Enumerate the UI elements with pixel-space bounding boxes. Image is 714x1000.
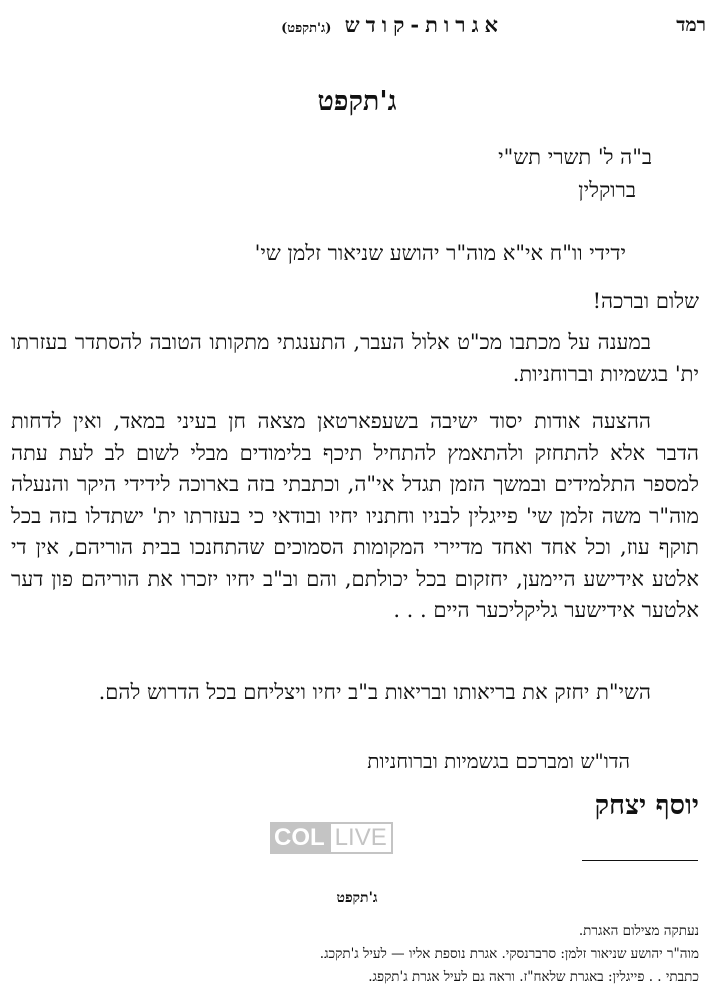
paragraph-text: במענה על מכתבו מכ"ט אלול העבר, התענגתי מתקותו הטובה להסתדר בעזרתו ית' בגשמיות וברוחניות. — [11, 330, 699, 386]
book-title: אגרות-קודש — [344, 12, 504, 37]
body-paragraph-3 — [11, 677, 699, 709]
paragraph-text: ההצעה אודות יסוד ישיבה בשעפארטאן מצאה חן בעיני במאד, ואין לדחות הדבר אלא להתחזק ולהתאמץ להתחיל תיכף בלימודים מבלי לשום לב לעת עתה למספר התלמידים ובמשך הזמן תגדל אי"ה, וכתבתי בזה בארוכה לידידי היקר והנעלה מוה"ר משה זלמן שי' פייגלין לבניו וחתניו יחיו ובודאי כי בעזרתו ית' ישתדלו בזה בכל תוקף עוז, וכל אחד ואחד מדיירי המקומות הסמוכים שהתחנכו בבית הוריהם, אין די אלטע אידישע היימען, יחזקום בכל יכולתם, והם וב"ב יחיו יזכרו את הוריהם פון דער אלטער אידישער גליקליכער היים . . . — [11, 409, 699, 622]
body-paragraph-2 — [11, 406, 699, 627]
addressee-line: ידידי וו"ח אי"א מוה"ר יהושע שניאור זלמן שי' — [254, 241, 626, 265]
page-number: רמד — [676, 14, 706, 36]
footnote-line: כתבתי . . פייגלין: באגרת שלאח"ז. וראה גם לעיל אגרת ג'תקפג. — [368, 969, 699, 985]
footnote-line: מוה"ר יהושע שניאור זלמן: סרברנסקי. אגרת נוספת אליו — לעיל ג'תקכג. — [319, 946, 699, 962]
watermark-logo — [270, 822, 398, 854]
place-line: ברוקלין — [578, 178, 636, 202]
book-title-letter-ref: (ג'תקפט) — [281, 21, 332, 36]
footnote-line: נעתקה מצילום האגרת. — [578, 923, 699, 939]
date-line: ב"ה ל' תשרי תש"י — [498, 145, 652, 169]
watermark-part-col: COL — [270, 822, 329, 854]
footnote-divider — [582, 860, 698, 861]
signature: יוסף יצחק — [594, 790, 699, 821]
watermark-part-live: LIVE — [329, 822, 393, 854]
paragraph-text: השי"ת יחזק את בריאותו ובריאות ב"ב יחיו ויצליחם בכל הדרוש להם. — [98, 680, 651, 704]
body-paragraph-1 — [11, 327, 699, 390]
greeting: שלום וברכה! — [592, 289, 699, 313]
closing-line: הדו"ש ומברכם בגשמיות וברוחניות — [367, 749, 630, 773]
running-header — [281, 12, 504, 38]
footnote-heading: ג'תקפט — [336, 890, 378, 906]
letter-number: ג'תקפט — [317, 86, 397, 117]
